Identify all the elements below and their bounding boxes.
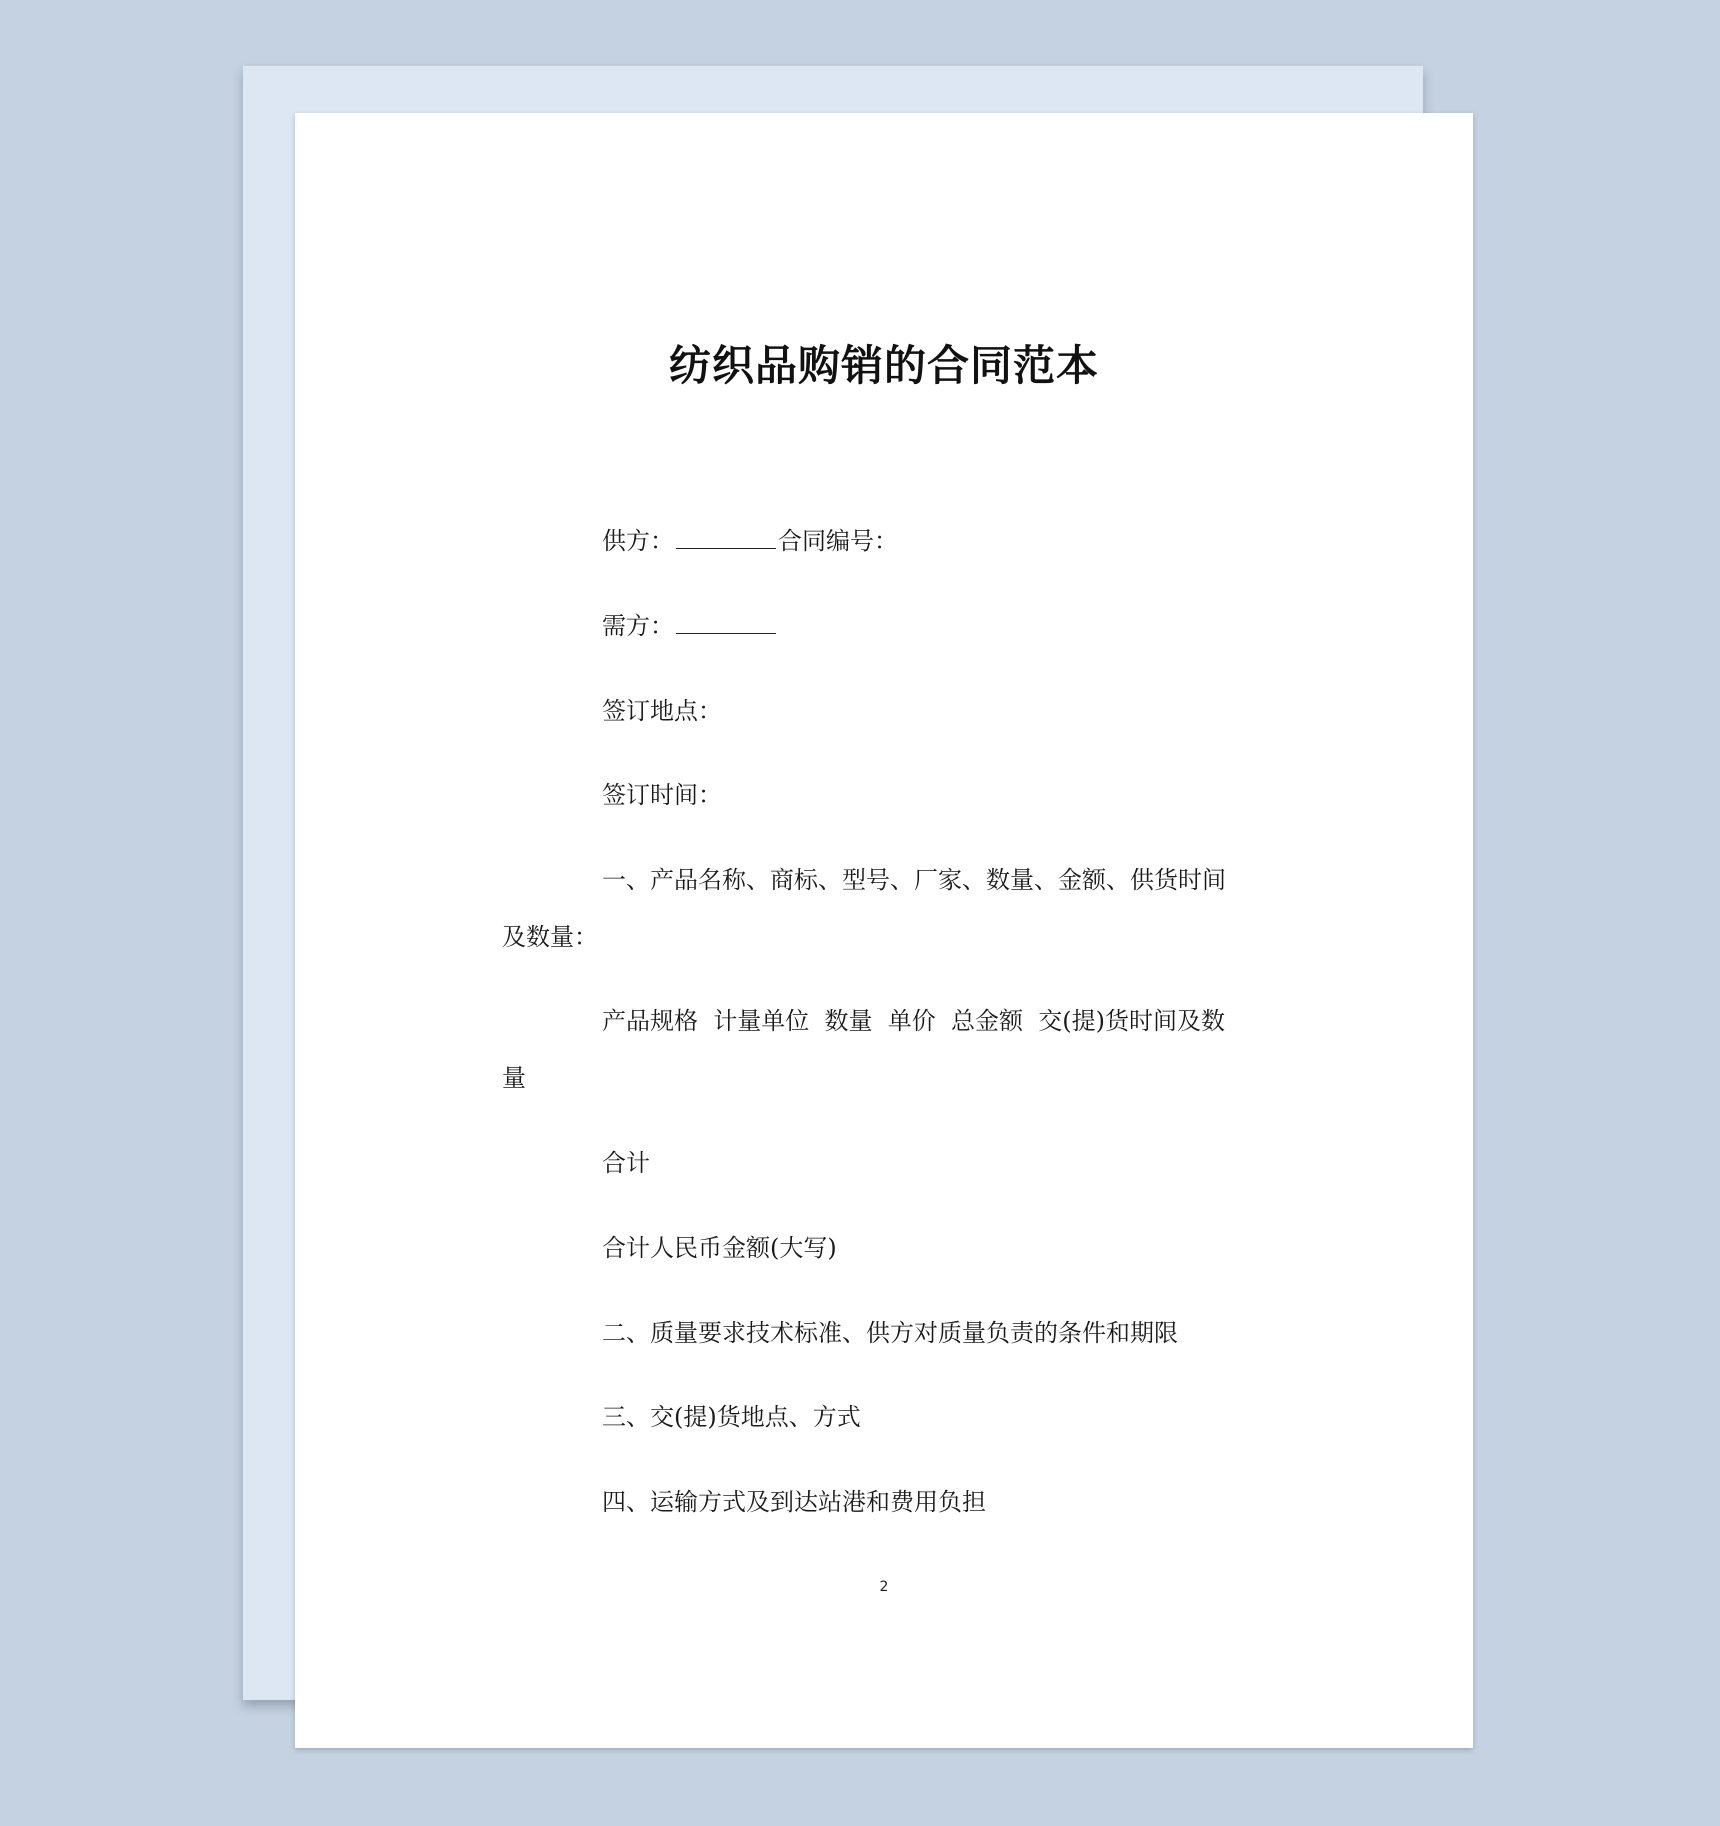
buyer-blank bbox=[676, 611, 776, 634]
table-header-line2: 量 bbox=[502, 1064, 526, 1092]
section4-label: 四、运输方式及到达站港和费用负担 bbox=[602, 1488, 986, 1516]
document-title: 纺织品购销的合同范本 bbox=[668, 341, 1099, 390]
sign-place-label: 签订地点： bbox=[602, 697, 722, 725]
supplier-blank bbox=[676, 526, 776, 549]
section4-heading bbox=[502, 1474, 986, 1531]
sign-time-label: 签订时间： bbox=[602, 781, 722, 809]
section2-heading bbox=[502, 1305, 1178, 1362]
total-line bbox=[502, 1135, 650, 1192]
buyer-line bbox=[502, 598, 778, 655]
supplier-label: 供方： bbox=[602, 527, 674, 555]
sign-place-line bbox=[502, 683, 722, 740]
total-rmb-label: 合计人民币金额(大写) bbox=[602, 1234, 837, 1262]
total-label: 合计 bbox=[602, 1149, 650, 1177]
sign-time-line bbox=[502, 767, 722, 824]
section3-label: 三、交(提)货地点、方式 bbox=[602, 1403, 861, 1431]
section1-heading bbox=[502, 852, 1226, 966]
section1-line1: 一、产品名称、商标、型号、厂家、数量、金额、供货时间 bbox=[602, 866, 1226, 894]
table-header-line1: 产品规格 计量单位 数量 单价 总金额 交(提)货时间及数 bbox=[602, 1007, 1226, 1035]
page-number: 2 bbox=[879, 1579, 889, 1595]
section2-label: 二、质量要求技术标准、供方对质量负责的条件和期限 bbox=[602, 1319, 1178, 1347]
document-page bbox=[295, 113, 1473, 1748]
contract-no-label: 合同编号： bbox=[778, 527, 898, 555]
product-table-header bbox=[502, 993, 1225, 1107]
section1-line2: 及数量： bbox=[502, 923, 598, 951]
buyer-label: 需方： bbox=[602, 612, 674, 640]
section3-heading bbox=[502, 1389, 861, 1446]
supplier-line bbox=[502, 513, 898, 570]
total-rmb-line bbox=[502, 1220, 837, 1277]
